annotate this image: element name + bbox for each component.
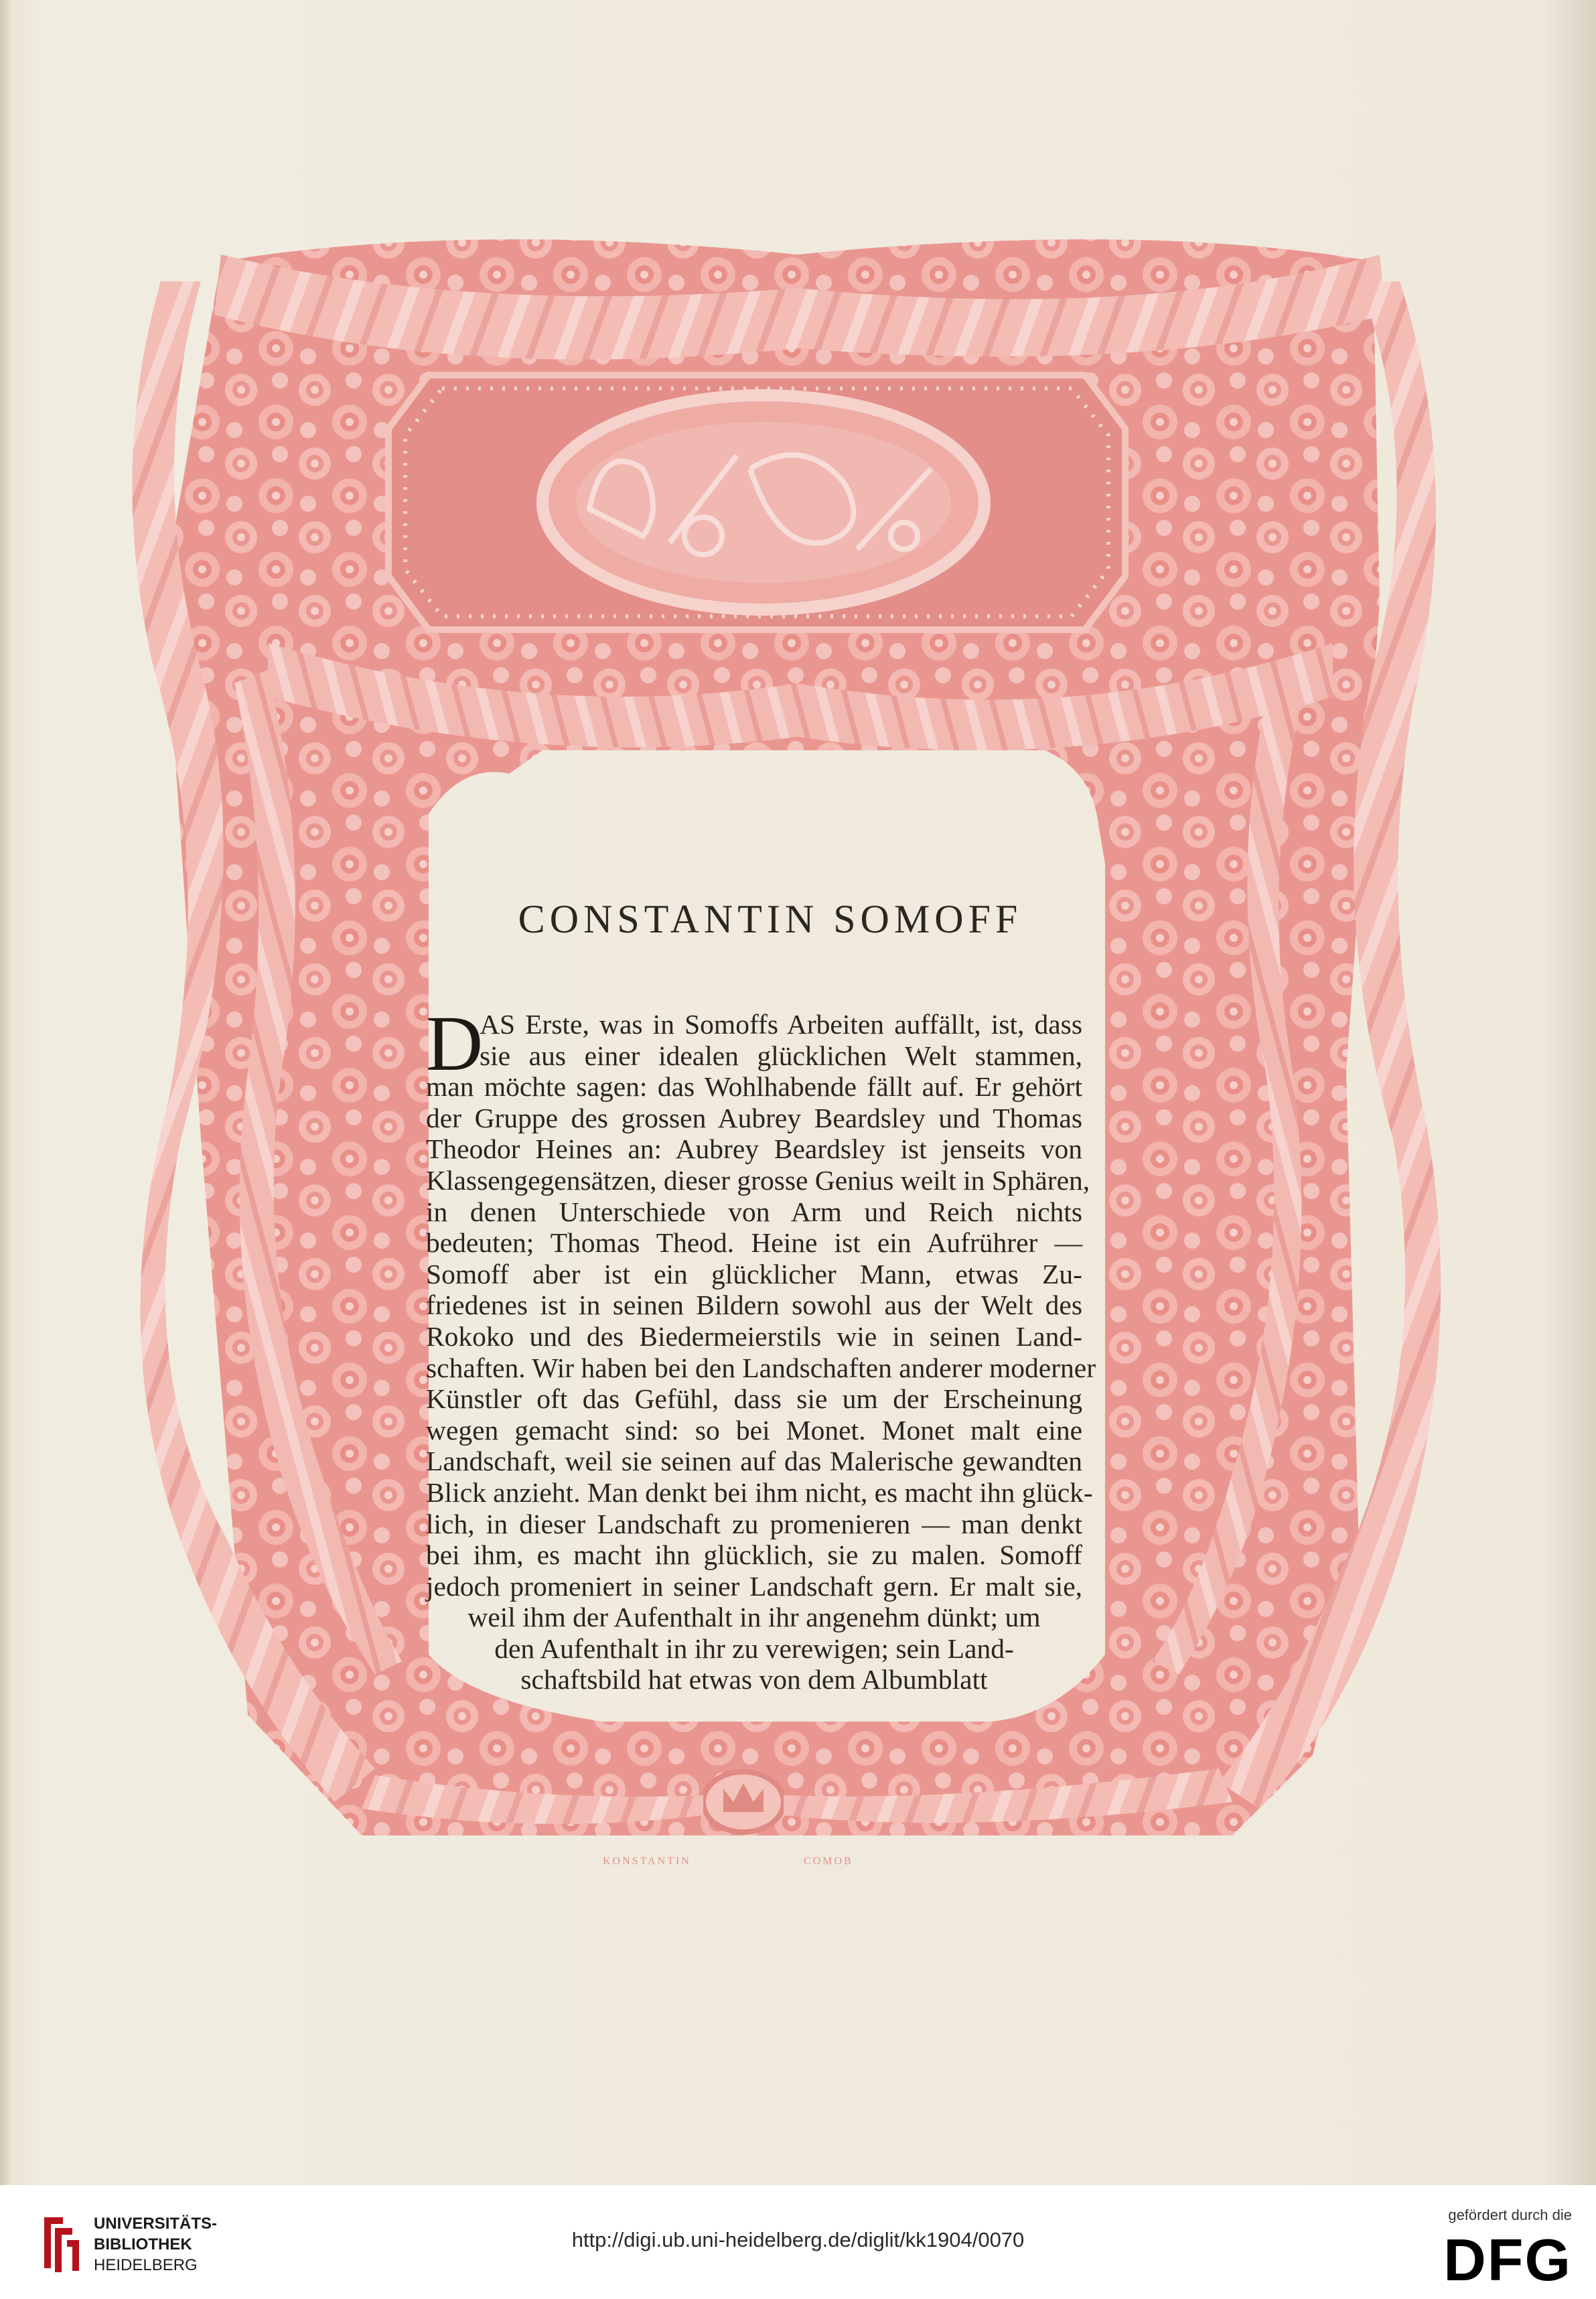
text-line: lich, in dieser Landschaft zu promenieren — man denkt xyxy=(426,1508,1082,1539)
text-line: Künstler oft das Gefühl, dass sie um der Erscheinung xyxy=(426,1383,1082,1415)
text-line: in denen Unterschiede von Arm und Reich nichts xyxy=(426,1196,1082,1227)
text-line: Somoff aber ist ein glücklicher Mann, etwas Zu- xyxy=(426,1258,1082,1290)
text-line: Landschaft, weil sie seinen auf das Malerische gewandten xyxy=(426,1446,1082,1477)
text-line: sie aus einer idealen glücklichen Welt stammen, xyxy=(480,1040,1082,1071)
text-line: schaften. Wir haben bei den Landschaften anderer moderner xyxy=(426,1352,1096,1383)
text-line: Blick anzieht. Man denkt bei ihm nicht, es macht ihn glück- xyxy=(426,1476,1093,1508)
viewer-footer xyxy=(0,2185,1596,2299)
text-line: bei ihm, es macht ihn glücklich, sie zu malen. Somoff xyxy=(426,1539,1082,1571)
dfg-logo: DFG xyxy=(1443,2227,1572,2293)
text-line: den Aufenthalt in ihr zu verewigen; sein Land- xyxy=(494,1632,1014,1664)
text-line: Theodor Heines an: Aubrey Beardsley ist jenseits von xyxy=(426,1133,1082,1165)
article-body xyxy=(426,999,1096,1695)
funded-by-label: gefördert durch die xyxy=(1448,2207,1572,2223)
text-line: bedeuten; Thomas Theod. Heine ist ein Aufrührer — xyxy=(426,1227,1082,1259)
library-name-line: HEIDELBERG xyxy=(94,2256,198,2274)
text-line: Rokoko und des Biedermeierstils wie in seinen Land- xyxy=(426,1320,1082,1352)
artist-signature: KONSTANTIN xyxy=(603,1856,691,1867)
text-line: schaftsbild hat etwas von dem Albumblatt xyxy=(520,1664,988,1695)
artist-signature-2: СОМОВ xyxy=(804,1856,853,1867)
text-line: AS Erste, was in Somoffs Arbeiten auffällt, ist, dass xyxy=(480,1009,1082,1040)
text-line: jedoch promeniert in seiner Landschaft gern. Er malt sie, xyxy=(426,1570,1082,1602)
library-name-line: BIBLIOTHEK xyxy=(94,2235,192,2253)
text-line: man möchte sagen: das Wohlhabende fällt auf. Er gehört xyxy=(426,1071,1082,1103)
article-title: CONSTANTIN SOMOFF xyxy=(518,897,1023,941)
text-line: Klassengegensätzen, dieser grosse Genius weilt in Sphären, xyxy=(426,1164,1090,1196)
drop-cap: D xyxy=(426,999,484,1087)
library-name-line: UNIVERSITÄTS- xyxy=(94,2215,218,2233)
text-line: friedenes ist in seinen Bildern sowohl aus der Welt des xyxy=(426,1290,1082,1321)
text-line: wegen gemacht sind: so bei Monet. Monet malt eine xyxy=(426,1414,1082,1446)
text-line: der Gruppe des grossen Aubrey Beardsley und Thomas xyxy=(426,1102,1082,1133)
text-line: weil ihm der Aufenthalt in ihr angenehm dünkt; um xyxy=(467,1602,1041,1633)
permalink-url[interactable]: http://digi.ub.uni-heidelberg.de/diglit/kk1904/0070 xyxy=(571,2228,1025,2251)
